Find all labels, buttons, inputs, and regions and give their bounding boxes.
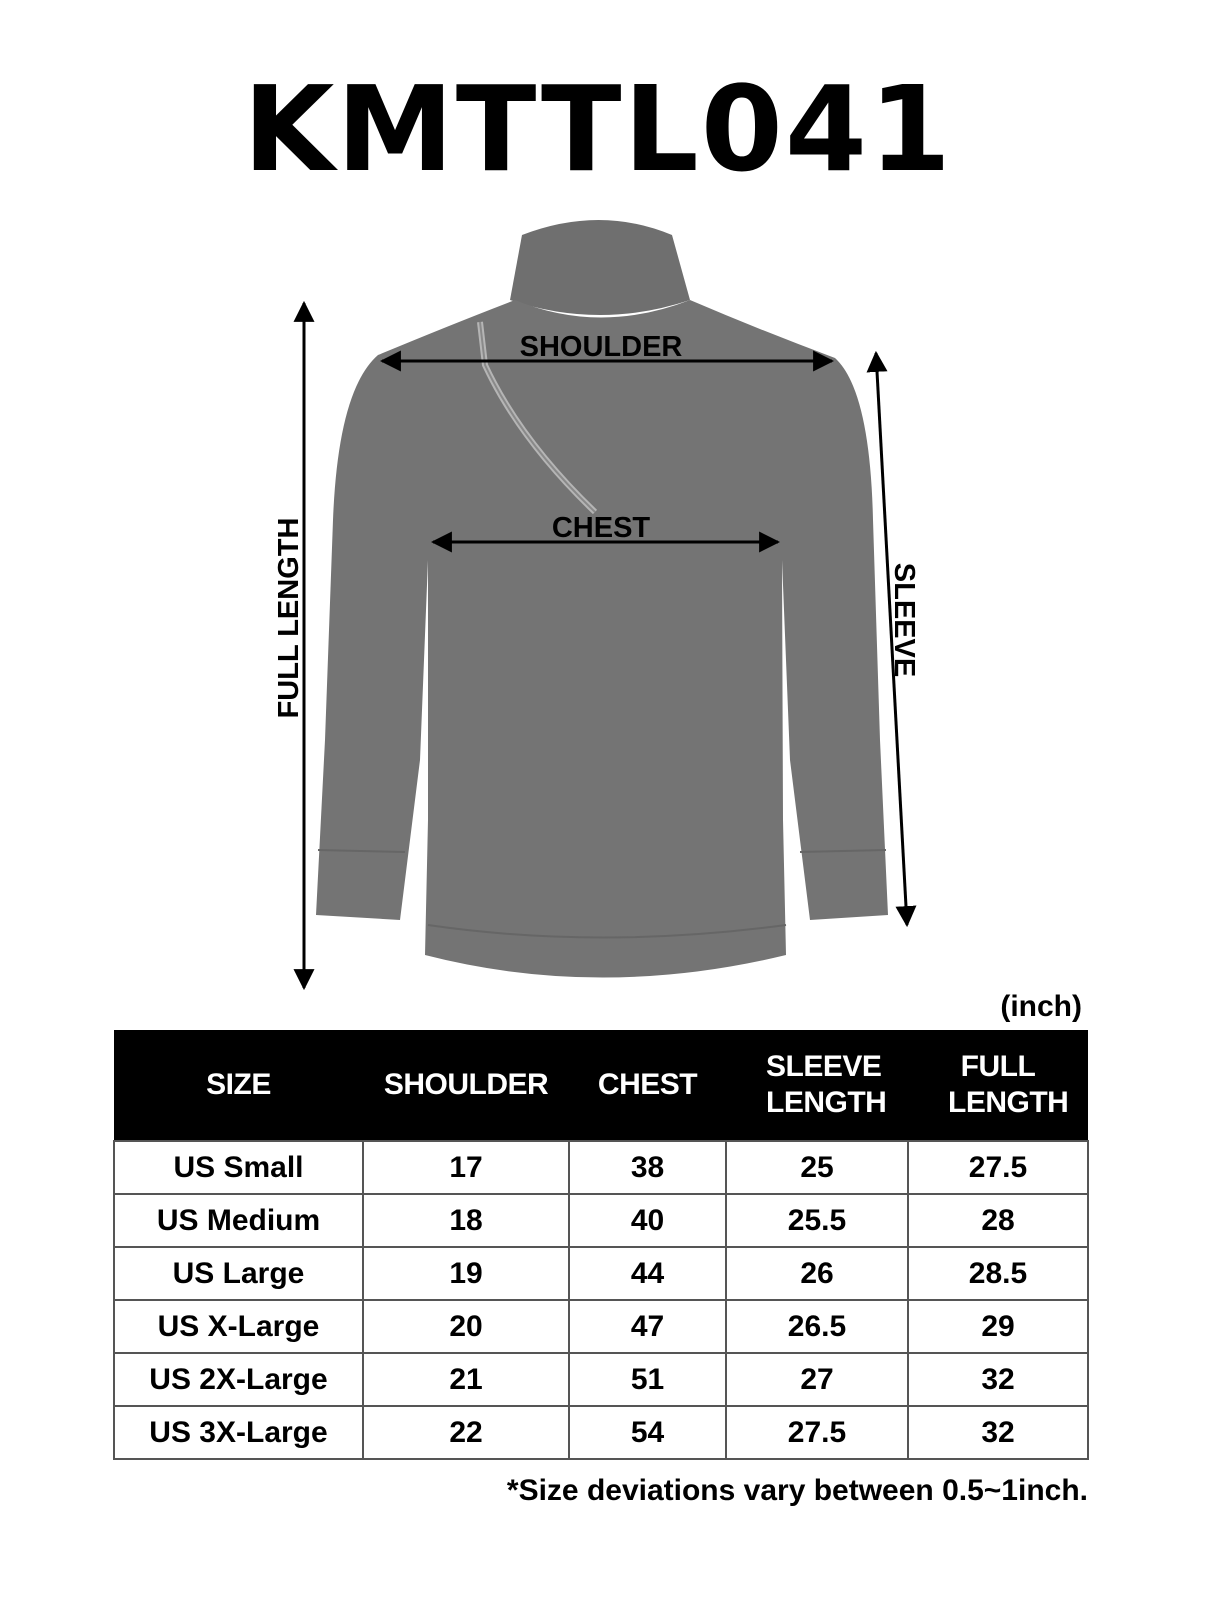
cell-size: US X-Large xyxy=(114,1300,363,1353)
cell-chest: 51 xyxy=(569,1353,726,1406)
table-header-row xyxy=(114,1030,1088,1141)
cell-sleeve-length: 25 xyxy=(726,1141,908,1194)
cell-chest: 40 xyxy=(569,1194,726,1247)
cell-chest: 44 xyxy=(569,1247,726,1300)
cell-chest: 38 xyxy=(569,1141,726,1194)
cell-full-length: 27.5 xyxy=(908,1141,1088,1194)
cell-chest: 54 xyxy=(569,1406,726,1459)
cell-size: US 3X-Large xyxy=(114,1406,363,1459)
table-row xyxy=(114,1194,1088,1247)
size-deviation-note: *Size deviations vary between 0.5~1inch. xyxy=(506,1474,1088,1507)
cell-sleeve-length: 26 xyxy=(726,1247,908,1300)
cell-full-length: 32 xyxy=(908,1353,1088,1406)
table-row xyxy=(114,1406,1088,1459)
cell-chest: 47 xyxy=(569,1300,726,1353)
cell-shoulder: 20 xyxy=(363,1300,569,1353)
table-row xyxy=(114,1247,1088,1300)
header-sleeve-length: SLEEVE LENGTH xyxy=(726,1030,908,1141)
shoulder-label: SHOULDER xyxy=(519,331,683,363)
cell-size: US Small xyxy=(114,1141,363,1194)
cell-shoulder: 21 xyxy=(363,1353,569,1406)
cell-sleeve-length: 25.5 xyxy=(726,1194,908,1247)
cell-shoulder: 17 xyxy=(363,1141,569,1194)
cell-full-length: 28.5 xyxy=(908,1247,1088,1300)
cell-shoulder: 22 xyxy=(363,1406,569,1459)
header-size: SIZE xyxy=(114,1030,363,1141)
cell-sleeve-length: 27 xyxy=(726,1353,908,1406)
unit-label: (inch) xyxy=(1000,990,1082,1023)
cell-full-length: 32 xyxy=(908,1406,1088,1459)
cell-sleeve-length: 27.5 xyxy=(726,1406,908,1459)
table-row xyxy=(114,1141,1088,1194)
full-length-label: FULL LENGTH xyxy=(273,517,305,719)
cell-sleeve-length: 26.5 xyxy=(726,1300,908,1353)
header-shoulder: SHOULDER xyxy=(363,1030,569,1141)
header-chest: CHEST xyxy=(569,1030,726,1141)
cell-size: US Large xyxy=(114,1247,363,1300)
sleeve-label: SLEEVE xyxy=(888,562,920,678)
cell-size: US Medium xyxy=(114,1194,363,1247)
table-row xyxy=(114,1300,1088,1353)
table-row xyxy=(114,1353,1088,1406)
cell-full-length: 29 xyxy=(908,1300,1088,1353)
cell-size: US 2X-Large xyxy=(114,1353,363,1406)
cell-shoulder: 18 xyxy=(363,1194,569,1247)
header-full-length: FULL LENGTH xyxy=(908,1030,1088,1141)
chest-label: CHEST xyxy=(551,512,651,544)
cell-full-length: 28 xyxy=(908,1194,1088,1247)
cell-shoulder: 19 xyxy=(363,1247,569,1300)
size-chart-table xyxy=(113,1030,1089,1460)
product-code-title: KMTTL041 xyxy=(242,60,954,198)
